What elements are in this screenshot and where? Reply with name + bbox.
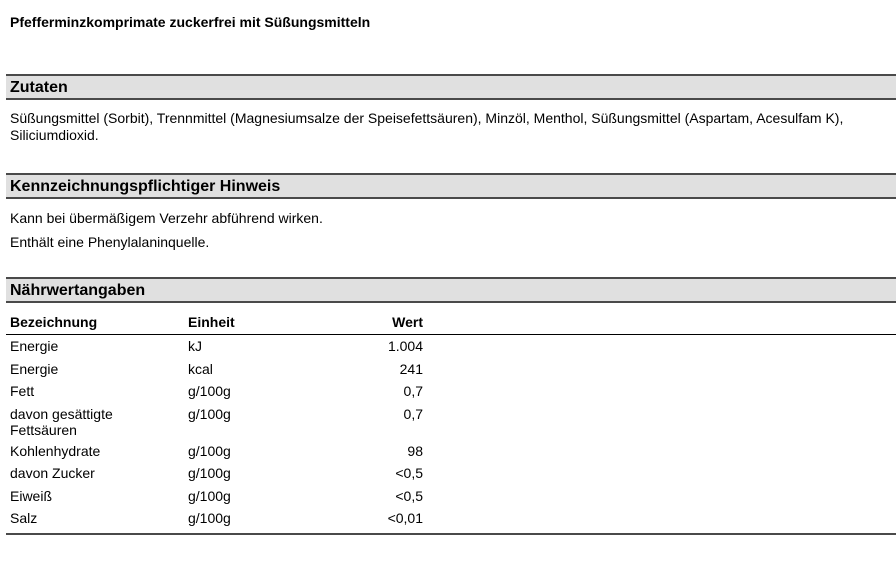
nutrient-name: Salz [10,510,38,526]
ingredients-heading: Zutaten [10,79,68,96]
page-title: Pfefferminzkomprimate zuckerfrei mit Süßungsmitteln [10,14,371,30]
column-header-name: Bezeichnung [10,314,98,330]
column-header-value: Wert [392,314,423,330]
nutrient-unit: g/100g [188,510,231,526]
nutrient-unit: kcal [188,361,213,377]
nutrient-value: <0,01 [387,510,423,526]
nutrient-name: Eiweiß [10,488,53,504]
nutrient-unit: g/100g [188,383,231,399]
nutrient-unit: kJ [188,338,202,354]
nutrient-value: <0,5 [395,465,423,481]
nutrient-value: 1.004 [387,338,423,354]
notice-line: Kann bei übermäßigem Verzehr abführend wirken. [10,210,323,226]
ingredients-section-header [6,74,896,100]
nutrient-name: Kohlenhydrate [10,443,101,459]
nutrient-value: 0,7 [403,406,423,422]
table-header-divider [6,334,896,335]
nutrient-name: davon gesättigte Fettsäuren [10,406,113,438]
nutrition-heading: Nährwertangaben [10,282,146,299]
nutrient-value: <0,5 [395,488,423,504]
nutrient-value: 241 [399,361,423,377]
column-header-unit: Einheit [188,314,235,330]
nutrient-unit: g/100g [188,488,231,504]
nutrient-value: 98 [407,443,423,459]
notice-line: Enthält eine Phenylalaninquelle. [10,234,210,250]
nutrient-unit: g/100g [188,406,231,422]
nutrient-value: 0,7 [403,383,423,399]
table-bottom-divider [6,533,896,535]
notice-heading: Kennzeichnungspflichtiger Hinweis [10,178,281,195]
nutrient-name: davon Zucker [10,465,95,481]
notice-section-header [6,173,896,199]
nutrient-name: Fett [10,383,35,399]
nutrient-name: Energie [10,361,59,377]
nutrient-unit: g/100g [188,465,231,481]
ingredients-text: Süßungsmittel (Sorbit), Trennmittel (Magnesiumsalze der Speisefettsäuren), Minzöl, Menthol, Süßungsmittel (Aspartam, Acesulfam K), Siliciumdioxid. [10,110,844,143]
nutrient-name: Energie [10,338,59,354]
nutrition-section-header [6,277,896,303]
nutrient-unit: g/100g [188,443,231,459]
